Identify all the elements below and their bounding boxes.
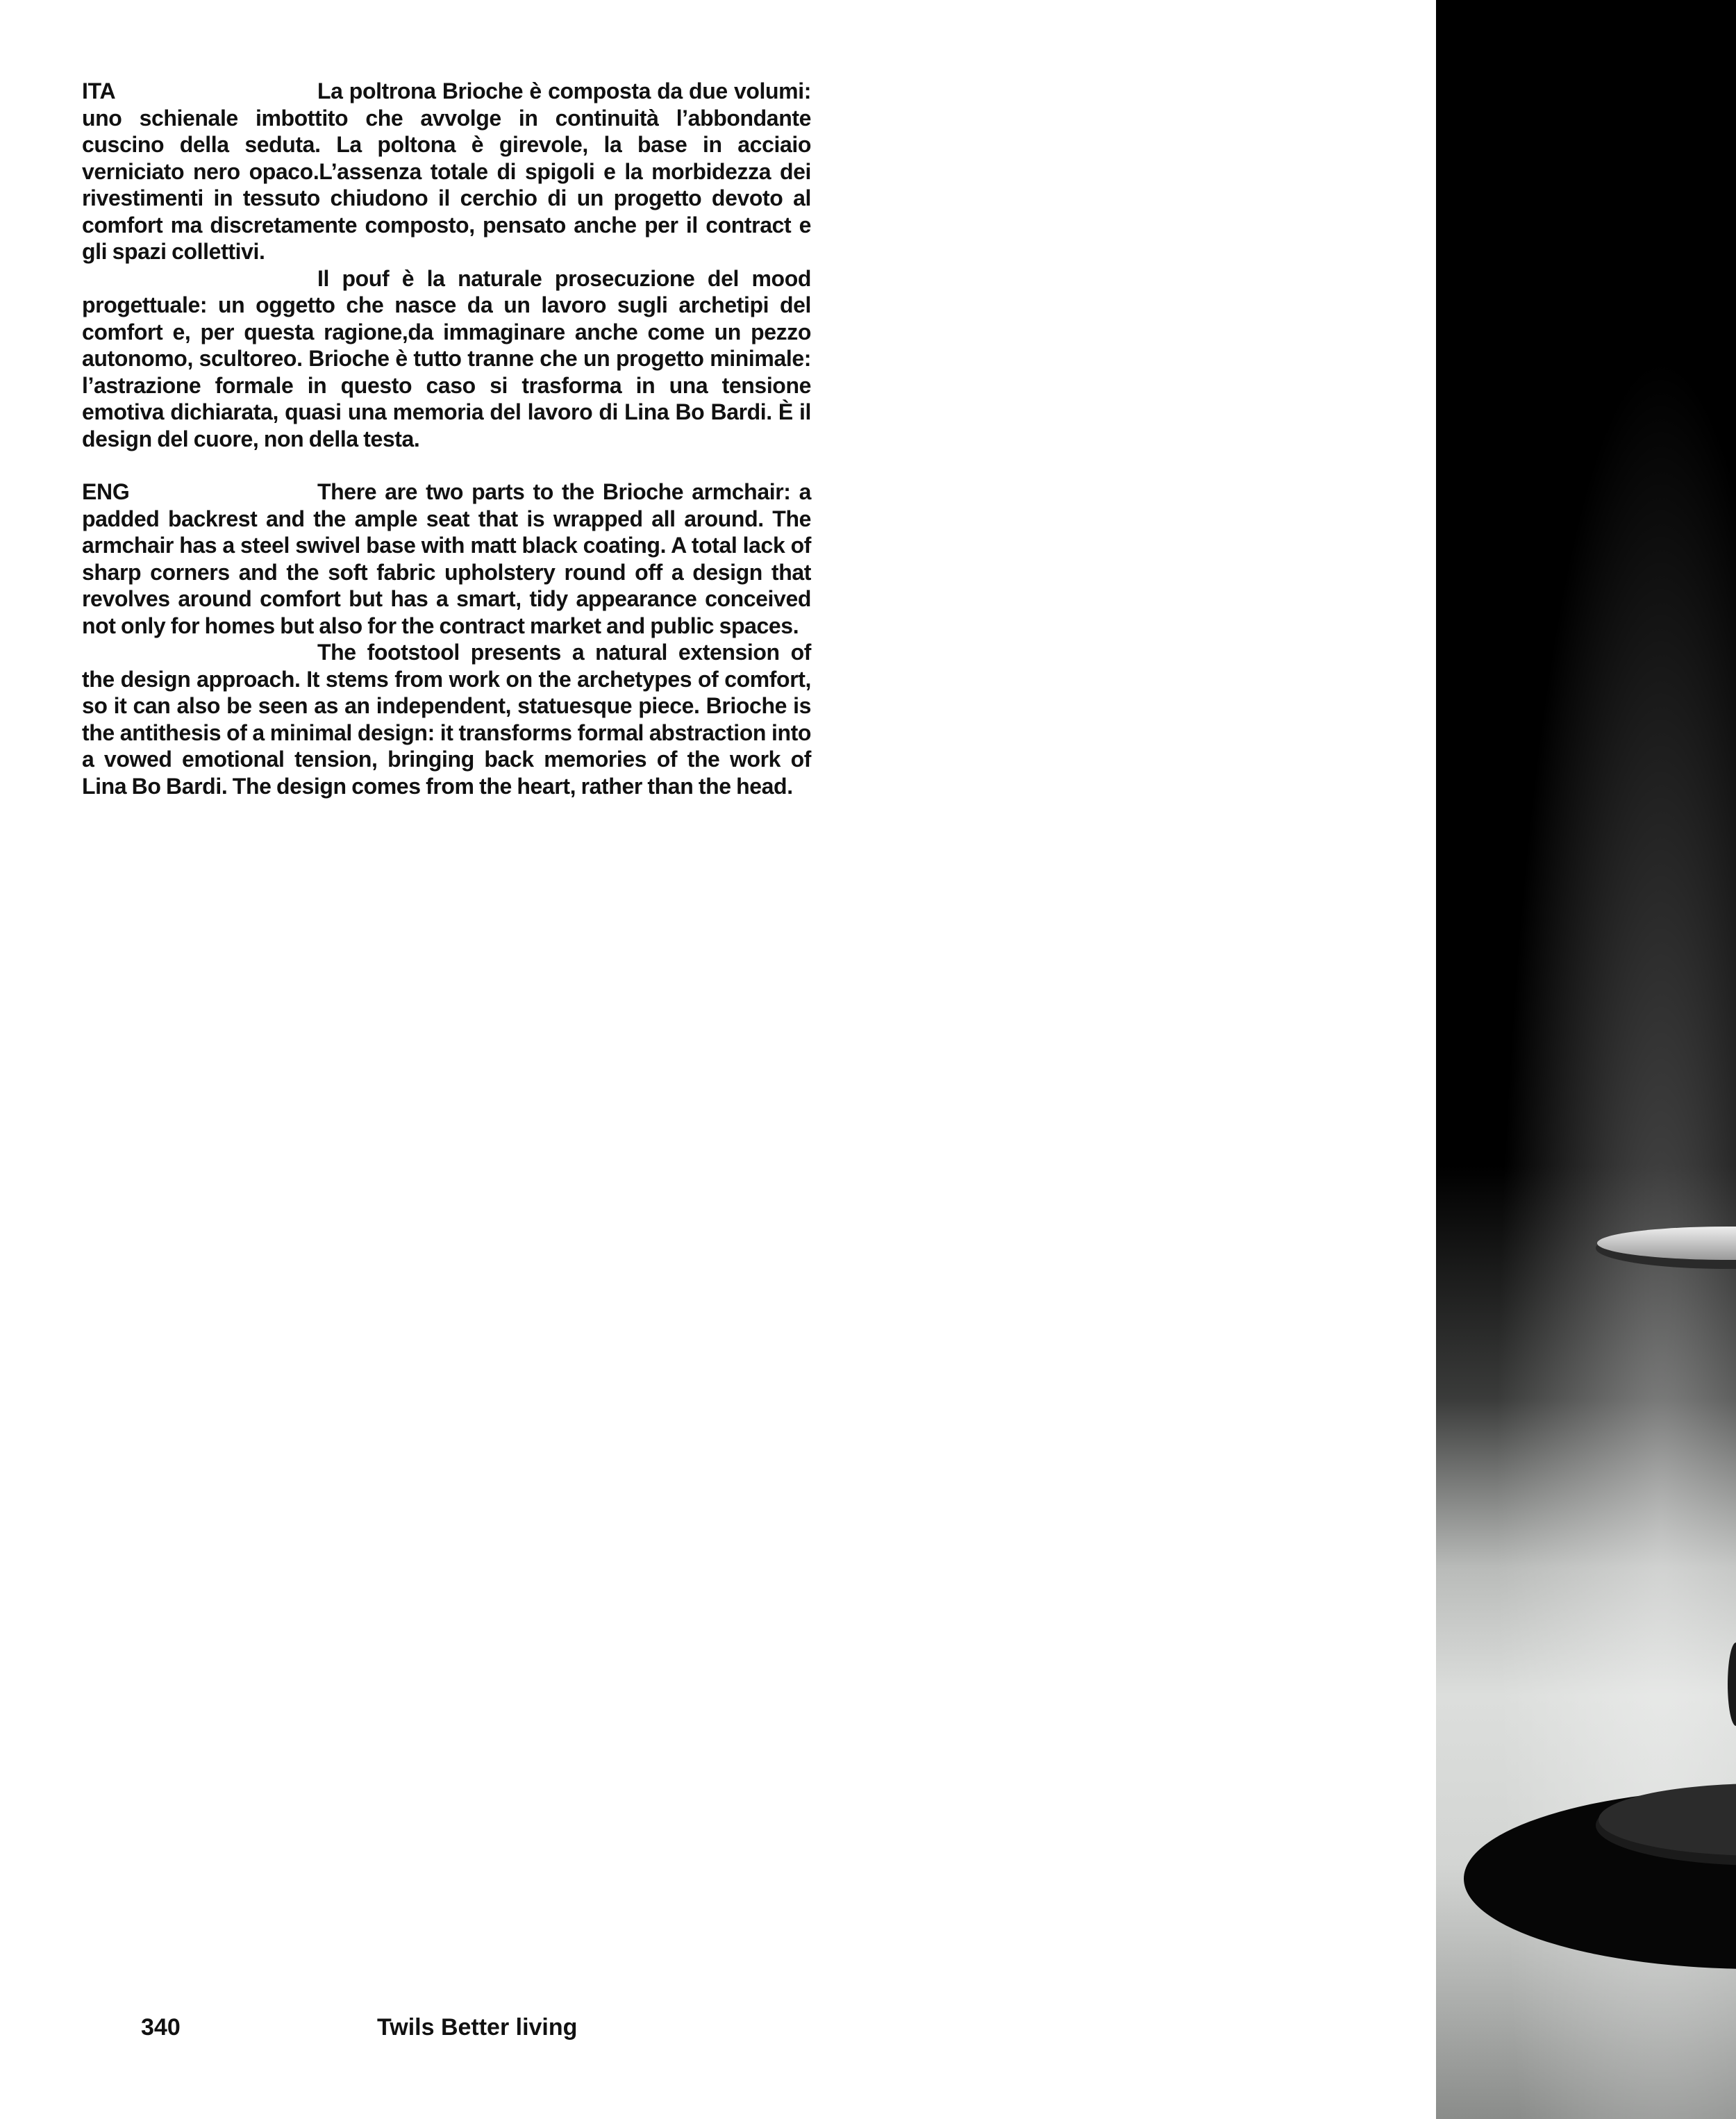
page-number: 340 [141, 2014, 181, 2041]
product-photo-illustration [1436, 0, 1736, 2119]
italian-paragraph-1: La poltrona Brioche è composta da due volumi: uno schienale imbottito che avvolge in continuità l’abbondante cuscino della seduta. La poltona è girevole, la base in acciaio verniciato nero opaco.L’assenza totale di spigoli e la morbidezza dei rivestimenti in tessuto chiudono il cerchio di un progetto devoto al comfort ma discretamente composto, pensato anche per il contract e gli spazi collettivi. [82, 78, 811, 264]
language-label-eng: ENG [82, 479, 130, 504]
italian-paragraph-2: Il pouf è la naturale prosecuzione del mood progettuale: un oggetto che nasce da un lavoro sugli archetipi del comfort e, per questa ragione,da immaginare anche come un pezzo autonomo, scultoreo. Brioche è tutto tranne che un progetto minimale: l’astrazione formale in questo caso si trasforma in una tensione emotiva dichiarata, quasi una memoria del lavoro di Lina Bo Bardi. È il design del cuore, non della testa. [82, 265, 811, 451]
english-paragraph-2: The footstool presents a natural extension of the design approach. It stems from work on the archetypes of comfort, so it can also be seen as an independent, statuesque piece. Brioche is the antithesis of a minimal design: it transforms formal abstraction into a vowed emotional tension, bringing back memories of the work of Lina Bo Bardi. The design comes from the heart, rather than the head. [82, 640, 811, 799]
italian-section [82, 78, 811, 452]
language-label-ita: ITA [82, 78, 116, 103]
product-photo [1436, 0, 1736, 2119]
publication-title: Twils Better living [377, 2014, 578, 2041]
english-section [82, 479, 811, 799]
english-paragraph-1: There are two parts to the Brioche armchair: a padded backrest and the ample seat that is wrapped all around. The armchair has a steel swivel base with matt black coating. A total lack of sharp corners and the soft fabric upholstery round off a design that revolves around comfort but has a smart, tidy appearance conceived not only for homes but also for the contract market and public spaces. [82, 479, 811, 638]
text-column [82, 78, 811, 799]
